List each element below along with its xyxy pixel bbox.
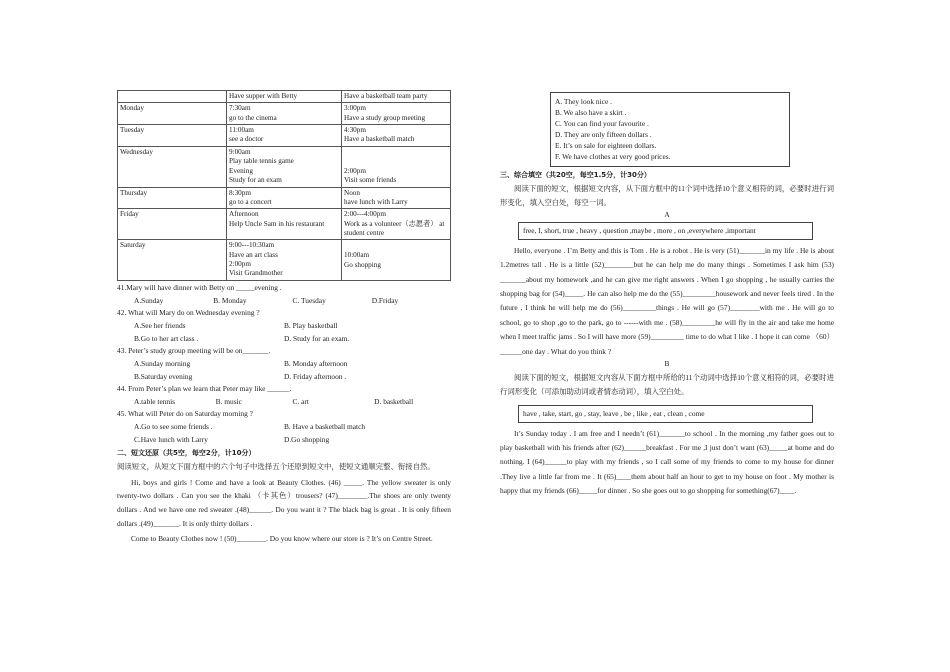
cell-line: see a doctor bbox=[229, 135, 264, 144]
word-box-b: have , take, start, go , stay, leave , be , like , eat , clean , come bbox=[518, 405, 813, 423]
schedule-header-cell: Have a basketball team party bbox=[342, 91, 451, 103]
right-column bbox=[500, 90, 834, 499]
schedule-row bbox=[118, 125, 451, 147]
schedule-cell bbox=[342, 146, 451, 187]
question-stem: 43. Peter’s study group meeting will be on_______. bbox=[117, 345, 271, 355]
schedule-row bbox=[118, 209, 451, 240]
question-stem: 44. From Peter’s plan we learn that Peter may like ______. bbox=[117, 383, 292, 393]
option[interactable]: C. art bbox=[292, 396, 309, 406]
cell-line: have lunch with Larry bbox=[344, 197, 408, 206]
question-45 bbox=[117, 409, 451, 445]
sentence-option: F. We have clothes at very good prices. bbox=[555, 151, 671, 161]
option[interactable]: D. Friday afternoon . bbox=[284, 371, 347, 381]
schedule-row bbox=[118, 187, 451, 209]
options bbox=[117, 334, 451, 344]
passage-b-text: It’s Sunday today . I am free and I needn’t (61)_______to school . In the morning ,my father goes out to play basketball with his friends after (62)______breakfast . For me ,I just don’t want (63)_____at home and do nothing. I (64)______to play with my friends , so I call some of my friends to come to my house for dinner .They live a little far from me . It (65)____them about half an hour to get to my house on foot . My mother is happy that my friends (66)_____for dinner . So she goes out to go shopping for something(67)____. bbox=[500, 428, 834, 496]
cell-line: 8:30pm bbox=[229, 188, 251, 197]
section2-title: 二、短文还原（共5空，每空2分，计10分） bbox=[117, 448, 256, 457]
schedule-day: Friday bbox=[118, 209, 227, 240]
options bbox=[117, 321, 451, 331]
schedule-table bbox=[117, 90, 451, 281]
cell-line: go to a concert bbox=[229, 197, 272, 206]
schedule-cell bbox=[227, 240, 342, 280]
cell-line: Have a basketball match bbox=[344, 135, 415, 144]
cell-line: 10:00am bbox=[344, 251, 370, 260]
question-stem: 42. What will Mary do on Wednesday evening ? bbox=[117, 307, 260, 317]
option[interactable]: D.Go shopping bbox=[284, 434, 330, 444]
section3-instruction-a: 阅读下面的短文，根据短文内容，从下面方框中的11个词中选择10个意义相符的词，必要时进行词形变化，填入空白处，每空一词。 bbox=[500, 184, 834, 208]
schedule-cell bbox=[227, 103, 342, 125]
cell-line: Study for an exam bbox=[229, 175, 282, 184]
sentence-option: E. It’s on sale for eighteen dollars. bbox=[555, 140, 657, 150]
sentence-option: A. They look nice . bbox=[555, 97, 612, 106]
left-column bbox=[117, 90, 451, 546]
question-43 bbox=[117, 346, 451, 382]
schedule-day: Tuesday bbox=[118, 125, 227, 147]
question-stem: 41.Mary will have dinner with Betty on _____evening . bbox=[117, 282, 282, 292]
schedule-header-cell: Have supper with Betty bbox=[227, 91, 342, 103]
question-41 bbox=[117, 283, 451, 306]
schedule-cell bbox=[227, 146, 342, 187]
option[interactable]: A.Sunday morning bbox=[134, 358, 191, 368]
cell-line: Help Uncle Sam in his restaurant bbox=[229, 219, 325, 228]
cell-line: Visit some friends bbox=[344, 176, 397, 185]
cell-line: Play table tennis game bbox=[229, 157, 294, 166]
cell-line: 7:30am bbox=[229, 104, 251, 113]
cell-line: 2:00pm bbox=[229, 260, 251, 269]
schedule-row bbox=[118, 240, 451, 280]
cell-line: Go shopping bbox=[344, 260, 381, 269]
option[interactable]: A.table tennis bbox=[134, 396, 176, 406]
option[interactable]: C. Tuesday bbox=[292, 295, 326, 305]
cell-line: 4:30pm bbox=[344, 126, 366, 135]
schedule-header-cell bbox=[118, 91, 227, 103]
option[interactable]: B. Play basketball bbox=[284, 320, 338, 330]
option[interactable]: B.Saturday evening bbox=[134, 371, 193, 381]
schedule-cell bbox=[227, 187, 342, 209]
options bbox=[117, 422, 451, 432]
section2-instruction: 阅读短文，从短文下面方框中的六个句子中选择五个还原到短文中，使短文通顺完整、衔接自然。 bbox=[117, 461, 435, 471]
word-box-a: free, I, short, true , heavy , question ,maybe , more , on ,everywhere ,important bbox=[518, 222, 813, 240]
option[interactable]: B. Monday bbox=[213, 295, 247, 305]
options bbox=[117, 296, 451, 306]
cell-line: Afternoon bbox=[229, 210, 259, 219]
section2-paragraph-1: Hi, boys and girls ! Come and have a look at Beauty Clothes. (46) _____. The yellow sweater is only twenty-two dollars . Can you see the khaki （卡其色）trousers? (47)________.The shoes are only twenty dollars . And we have one red sweater .(48)______. Do you want it ? The black bag is great . It is only fifteen dollars .(49)_______. It is only thirty dollars . bbox=[117, 477, 451, 528]
cell-line: Have an art class bbox=[229, 250, 278, 259]
option[interactable]: A.See her friends bbox=[134, 320, 186, 330]
cell-line: 2:00---4:00pm bbox=[344, 210, 386, 219]
cell-line: 2:00pm bbox=[344, 166, 366, 175]
option[interactable]: C.Have lunch with Larry bbox=[134, 434, 208, 444]
cell-line: 9:00am bbox=[229, 147, 251, 156]
cell-line: 9:00---10:30am bbox=[229, 241, 275, 250]
schedule-cell bbox=[342, 240, 451, 280]
option[interactable]: B. Monday afternoon bbox=[284, 358, 348, 368]
options bbox=[117, 435, 451, 445]
passage-b-label: B bbox=[664, 359, 670, 369]
cell-line: go to the cinema bbox=[229, 113, 277, 122]
cell-line: 3:00pm bbox=[344, 104, 366, 113]
question-44 bbox=[117, 384, 451, 407]
option[interactable]: B. Have a basketball match bbox=[284, 421, 366, 431]
passage-a-text: Hello, everyone . I’m Betty and this is Tom . He is a robot . He is very (51)_______in my life . He is about 1.2metres tall . He is a little (52)________but he can help me do many things . Sometimes I ask him (53) _______about my homework ,and he can give me right answers . When I go shopping , he usually carries the shopping bag for (54)_____. He can also help me do the (55)_________housework and never feels tired . In the future , I think he will help me do (56)_________things . He will go (57)________with me . He will go to school, go to shop ,go to the park, go to ------with me . (58)_________he will fly in the air and take me home when I meet traffic jams . So I will have more (59)_________ time to do what I like . I hope it can come （60） ______one day . What do you think ? bbox=[500, 245, 834, 356]
schedule-day: Saturday bbox=[118, 240, 227, 280]
cell-line: Evening bbox=[229, 166, 253, 175]
schedule-day: Thursday bbox=[118, 187, 227, 209]
cell-line: Noon bbox=[344, 188, 360, 197]
option[interactable]: D. Study for an exam. bbox=[284, 333, 350, 343]
section2-paragraph-2: Come to Beauty Clothes now ! (50)________. Do you know where our store is ? It’s on Centre Street. bbox=[131, 534, 433, 544]
schedule-cell bbox=[342, 125, 451, 147]
question-stem: 45. What will Peter do on Saturday morning ? bbox=[117, 408, 253, 418]
schedule-cell bbox=[227, 125, 342, 147]
option[interactable]: D.Friday bbox=[371, 295, 399, 305]
cell-line: 11:00am bbox=[229, 126, 254, 135]
section3-instruction-b: 阅读下面的短文，根据短文内容从下面方框中所给的11个动词中选择10个意义相符的词，必要时进行词形变化（可添加助动词或者情态动词），填入空白处。 bbox=[500, 373, 834, 396]
schedule-row bbox=[118, 146, 451, 187]
sentence-option: B. We also have a skirt . bbox=[555, 107, 627, 117]
option[interactable]: B.Go to her art class . bbox=[134, 333, 199, 343]
schedule-day: Wednesday bbox=[118, 146, 227, 187]
schedule-cell bbox=[342, 103, 451, 125]
option[interactable]: A.Sunday bbox=[134, 295, 164, 305]
schedule-cell bbox=[342, 187, 451, 209]
passage-a-label: A bbox=[664, 209, 670, 219]
cell-line: Work as a volunteer（志愿者） at student centre bbox=[344, 219, 445, 237]
options bbox=[117, 359, 451, 369]
cell-line: Have a study group meeting bbox=[344, 113, 426, 122]
schedule-cell bbox=[227, 209, 342, 240]
sentence-option: C. You can find your favourite . bbox=[555, 118, 649, 128]
section3-title: 三、综合填空（共20空，每空1.5分，计30分） bbox=[500, 170, 651, 179]
cell-line: Visit Grandmother bbox=[229, 269, 283, 278]
option[interactable]: B. music bbox=[215, 396, 242, 406]
question-42 bbox=[117, 308, 451, 344]
option[interactable]: D. basketball bbox=[374, 396, 414, 406]
sentence-option: D. They are only fifteen dollars . bbox=[555, 129, 652, 139]
options bbox=[117, 372, 451, 382]
section2-options-box bbox=[550, 92, 790, 167]
schedule-header-row bbox=[118, 91, 451, 103]
schedule-row bbox=[118, 103, 451, 125]
schedule-cell bbox=[342, 209, 451, 240]
option[interactable]: A.Go to see some friends . bbox=[134, 421, 213, 431]
schedule-day: Monday bbox=[118, 103, 227, 125]
options bbox=[117, 397, 451, 407]
